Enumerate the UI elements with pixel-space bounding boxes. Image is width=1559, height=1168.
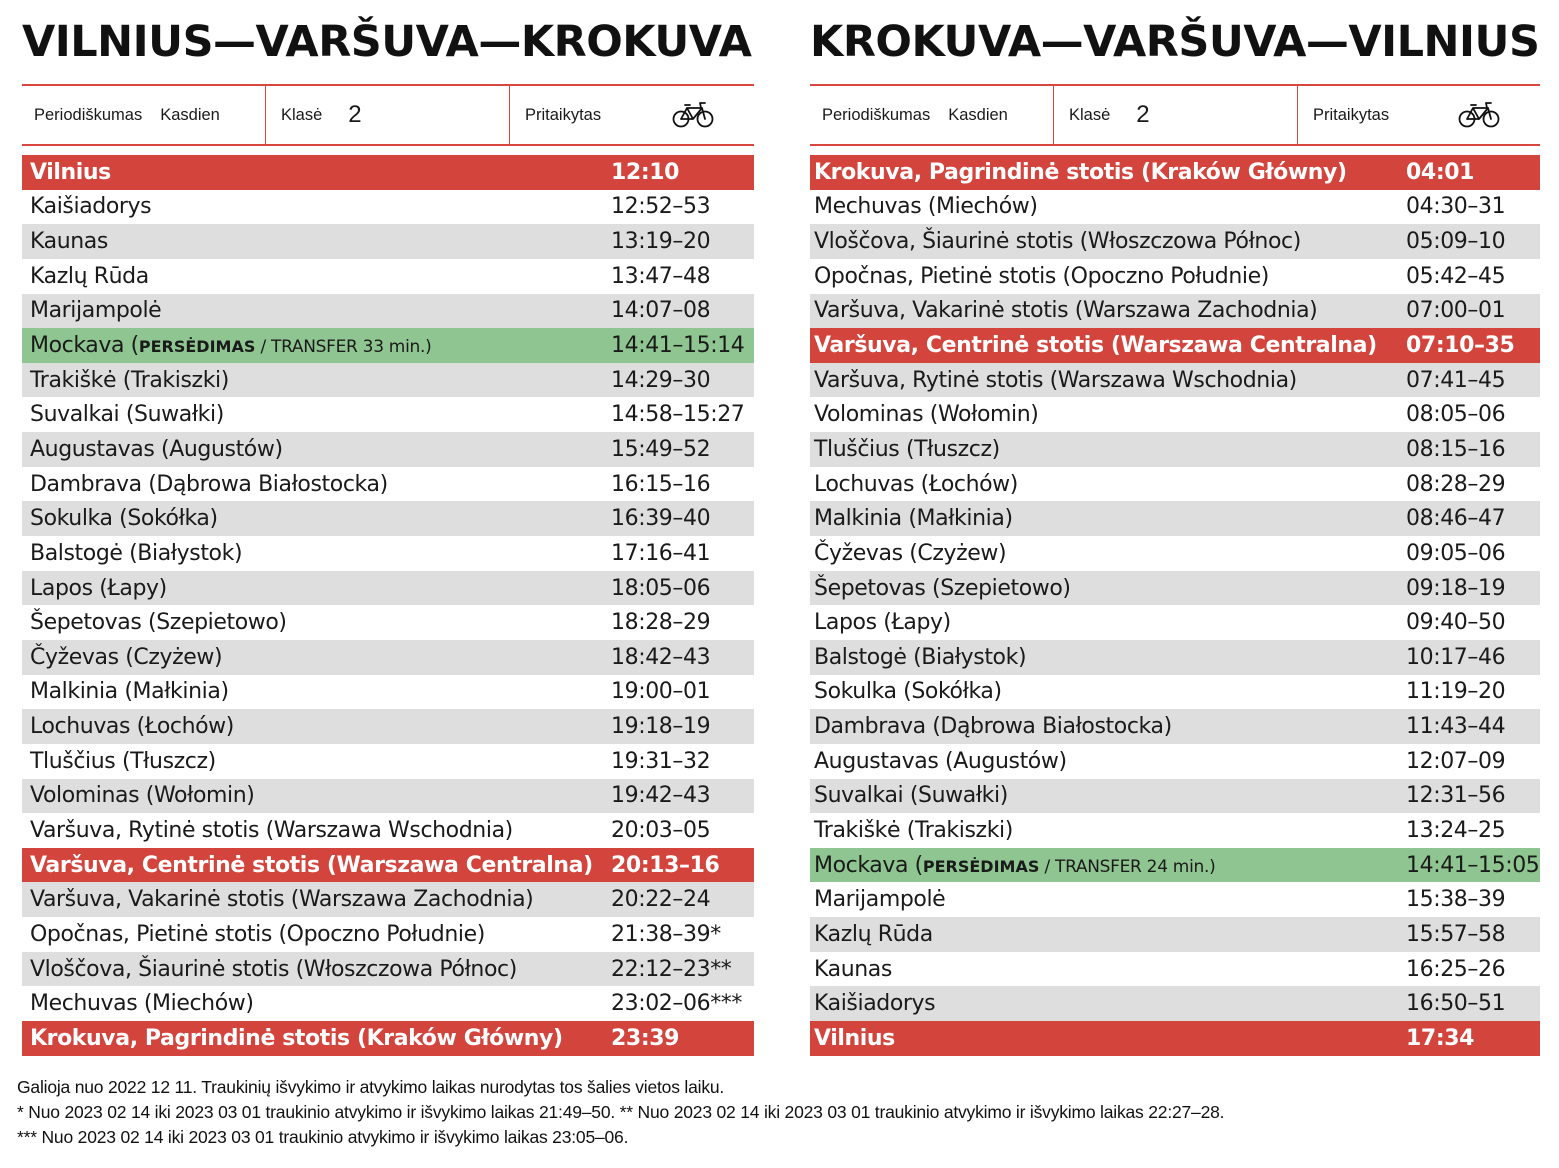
station-row xyxy=(22,709,754,744)
class-value: 2 xyxy=(1136,101,1150,128)
station-name xyxy=(30,853,593,878)
station-time: 20:03–05 xyxy=(611,817,711,843)
station-name xyxy=(30,437,283,462)
station-name xyxy=(814,541,1006,566)
station-time: 14:07–08 xyxy=(611,298,711,324)
station-name xyxy=(814,333,1377,358)
station-row xyxy=(22,224,754,259)
station-time: 18:28–29 xyxy=(611,610,711,636)
station-label: Trakiškė (Trakiszki) xyxy=(30,367,229,393)
station-name xyxy=(814,610,951,635)
station-name xyxy=(30,714,234,739)
station-time: 16:39–40 xyxy=(611,506,711,532)
station-name xyxy=(30,368,229,393)
station-label: Dambrava (Dąbrowa Białostocka) xyxy=(814,714,1172,740)
station-row xyxy=(22,536,754,571)
station-name xyxy=(814,714,1172,739)
station-row xyxy=(810,190,1540,225)
station-label: Sokulka (Sokółka) xyxy=(814,679,1002,705)
station-name xyxy=(30,1026,563,1051)
station-time: 17:16–41 xyxy=(611,540,711,566)
station-row xyxy=(22,467,754,502)
station-row xyxy=(810,779,1540,814)
bicycle-icon xyxy=(672,100,714,128)
station-label: Malkinia (Małkinia) xyxy=(814,506,1013,532)
station-label: Dambrava (Dąbrowa Białostocka) xyxy=(30,471,388,497)
station-time: 18:05–06 xyxy=(611,575,711,601)
transfer-label: PERSĖDIMAS xyxy=(922,856,1040,876)
station-label: Opočnas, Pietinė stotis (Opoczno Południe) xyxy=(814,263,1269,289)
station-time: 08:46–47 xyxy=(1406,506,1506,532)
station-row xyxy=(22,986,754,1021)
station-row-transfer xyxy=(810,848,1540,883)
adapted-cell xyxy=(510,86,754,144)
timetable-title: KROKUVA—VARŠUVA—VILNIUS xyxy=(810,17,1540,67)
station-row xyxy=(22,294,754,329)
station-name xyxy=(30,472,388,497)
station-label: Varšuva, Rytinė stotis (Warszawa Wschodnia) xyxy=(814,367,1297,393)
footnote-validity: Galioja nuo 2022 12 11. Traukinių išvykimo ir atvykimo laikas nurodytas tos šalies vietos laiku. xyxy=(17,1077,725,1097)
station-row xyxy=(810,744,1540,779)
station-label: Augustavas (Augustów) xyxy=(30,436,283,462)
station-name xyxy=(30,298,161,323)
station-time: 23:39 xyxy=(611,1025,680,1051)
station-time: 14:41–15:14 xyxy=(611,333,745,359)
periodicity-value: Kasdien xyxy=(160,105,220,124)
station-name xyxy=(30,645,222,670)
station-label: Vilnius xyxy=(814,1025,895,1051)
station-label: Mechuvas (Miechów) xyxy=(814,194,1038,220)
station-name xyxy=(814,957,892,982)
station-time: 20:22–24 xyxy=(611,887,711,913)
periodicity-cell xyxy=(810,86,1054,144)
station-name xyxy=(814,506,1013,531)
station-label: Varšuva, Rytinė stotis (Warszawa Wschodnia) xyxy=(30,817,513,843)
station-row xyxy=(810,917,1540,952)
station-row xyxy=(810,363,1540,398)
station-label: Marijampolė xyxy=(814,887,946,913)
station-row-major xyxy=(22,155,754,190)
station-name xyxy=(30,541,242,566)
adapted-label: Pritaikytas xyxy=(1313,105,1390,124)
timetable-rows xyxy=(22,155,754,1056)
station-row xyxy=(22,501,754,536)
station-time: 15:57–58 xyxy=(1406,921,1506,947)
footnote-3: *** Nuo 2023 02 14 iki 2023 03 01 traukinio atvykimo ir išvykimo laikas 23:05–06. xyxy=(17,1127,629,1147)
station-name xyxy=(814,160,1347,185)
station-time: 08:15–16 xyxy=(1406,436,1506,462)
footnotes xyxy=(17,1075,1224,1150)
station-time: 17:34 xyxy=(1406,1025,1475,1051)
station-name xyxy=(30,957,517,982)
adapted-cell xyxy=(1298,86,1540,144)
station-label: Lochuvas (Łochów) xyxy=(814,471,1018,497)
periodicity-cell xyxy=(22,86,266,144)
station-row xyxy=(810,952,1540,987)
station-label: Suvalkai (Suwałki) xyxy=(30,402,224,428)
station-row xyxy=(22,779,754,814)
station-label: Krokuva, Pagrindinė stotis (Kraków Główny) xyxy=(30,1025,563,1051)
station-row xyxy=(22,813,754,848)
station-name xyxy=(30,194,151,219)
station-row xyxy=(22,605,754,640)
station-row xyxy=(22,259,754,294)
station-time: 14:29–30 xyxy=(611,367,711,393)
adapted-label: Pritaikytas xyxy=(525,105,602,124)
station-name xyxy=(814,368,1297,393)
station-label: Augustavas (Augustów) xyxy=(814,748,1067,774)
station-time: 05:09–10 xyxy=(1406,229,1506,255)
station-name xyxy=(30,749,216,774)
station-row xyxy=(22,675,754,710)
station-row xyxy=(22,882,754,917)
station-label: Sokulka (Sokółka) xyxy=(30,506,218,532)
station-time: 07:10–35 xyxy=(1406,333,1515,359)
station-row xyxy=(810,397,1540,432)
station-label: Šepetovas (Szepietowo) xyxy=(814,575,1071,601)
station-name xyxy=(814,576,1071,601)
station-label: Varšuva, Centrinė stotis (Warszawa Centralna) xyxy=(30,852,593,878)
station-row xyxy=(810,882,1540,917)
station-time: 07:41–45 xyxy=(1406,367,1506,393)
station-row xyxy=(810,605,1540,640)
station-name xyxy=(814,472,1018,497)
station-label: Varšuva, Vakarinė stotis (Warszawa Zachodnia) xyxy=(30,887,534,913)
bicycle-icon xyxy=(1458,100,1500,128)
station-time: 12:07–09 xyxy=(1406,748,1506,774)
transfer-duration: / TRANSFER 24 min.) xyxy=(1039,856,1216,877)
station-label: Krokuva, Pagrindinė stotis (Kraków Główny) xyxy=(814,159,1347,185)
station-label: Tluščius (Tłuszcz) xyxy=(30,748,216,774)
station-label: Mechuvas (Miechów) xyxy=(30,991,254,1017)
station-row xyxy=(22,363,754,398)
station-row xyxy=(810,536,1540,571)
station-time: 15:49–52 xyxy=(611,436,711,462)
transfer-label: PERSĖDIMAS xyxy=(138,337,256,357)
station-time: 09:05–06 xyxy=(1406,540,1506,566)
info-bar xyxy=(810,84,1540,146)
station-row-major xyxy=(22,848,754,883)
station-name xyxy=(30,610,287,635)
station-name xyxy=(814,194,1038,219)
station-time: 12:52–53 xyxy=(611,194,711,220)
station-time: 08:28–29 xyxy=(1406,471,1506,497)
station-row xyxy=(810,813,1540,848)
station-label: Opočnas, Pietinė stotis (Opoczno Południe) xyxy=(30,921,485,947)
station-time: 21:38–39* xyxy=(611,921,721,947)
station-name xyxy=(814,298,1317,323)
station-row-major xyxy=(22,1021,754,1056)
station-time: 13:47–48 xyxy=(611,263,711,289)
station-row xyxy=(22,397,754,432)
station-label: Trakiškė (Trakiszki) xyxy=(814,817,1013,843)
station-name xyxy=(30,506,218,531)
station-time: 16:50–51 xyxy=(1406,991,1506,1017)
station-time: 19:31–32 xyxy=(611,748,711,774)
class-label: Klasė xyxy=(281,105,323,124)
station-label: Kaišiadorys xyxy=(30,194,152,220)
station-time: 09:40–50 xyxy=(1406,610,1506,636)
station-name xyxy=(30,229,108,254)
station-row xyxy=(810,294,1540,329)
station-label: Marijampolė xyxy=(30,298,162,324)
station-row xyxy=(810,709,1540,744)
station-time: 13:19–20 xyxy=(611,229,711,255)
station-label: Lochuvas (Łochów) xyxy=(30,714,234,740)
station-time: 22:12–23** xyxy=(611,956,732,982)
station-time: 19:00–01 xyxy=(611,679,711,705)
station-name xyxy=(814,818,1013,843)
station-label: Kaunas xyxy=(814,956,892,982)
station-label: Vloščova, Šiaurinė stotis (Włoszczowa Północ) xyxy=(814,229,1301,255)
station-name xyxy=(814,645,1026,670)
station-name xyxy=(30,679,229,704)
transfer-duration: / TRANSFER 33 min.) xyxy=(255,337,432,358)
class-value: 2 xyxy=(348,101,362,128)
station-name xyxy=(814,1026,895,1051)
station-time: 12:10 xyxy=(611,159,680,185)
station-time: 23:02–06*** xyxy=(611,991,742,1017)
class-cell xyxy=(1054,86,1298,144)
station-time: 16:25–26 xyxy=(1406,956,1506,982)
station-row xyxy=(810,467,1540,502)
station-name xyxy=(30,818,513,843)
footnote-1-2: * Nuo 2023 02 14 iki 2023 03 01 traukinio atvykimo ir išvykimo laikas 21:49–50. ** Nuo 2023 02 14 iki 2023 03 01 traukinio atvykimo ir išvykimo laikas 22:27–28. xyxy=(17,1102,1225,1122)
station-row xyxy=(22,952,754,987)
station-name xyxy=(814,749,1067,774)
station-label: Balstogė (Białystok) xyxy=(30,540,243,566)
station-name xyxy=(814,679,1002,704)
station-name xyxy=(30,576,167,601)
station-label: Balstogė (Białystok) xyxy=(814,644,1027,670)
periodicity-label: Periodiškumas xyxy=(34,105,143,124)
station-row xyxy=(810,571,1540,606)
station-name xyxy=(814,783,1008,808)
station-row xyxy=(810,501,1540,536)
station-time: 08:05–06 xyxy=(1406,402,1506,428)
station-label: Malkinia (Małkinia) xyxy=(30,679,229,705)
station-name xyxy=(814,402,1039,427)
station-label: Vilnius xyxy=(30,159,111,185)
station-label: Kazlų Rūda xyxy=(814,921,933,947)
station-row xyxy=(810,986,1540,1021)
station-label: Vloščova, Šiaurinė stotis (Włoszczowa Północ) xyxy=(30,956,517,982)
station-label: Čyževas (Czyżew) xyxy=(30,644,223,670)
station-label: Volominas (Wołomin) xyxy=(30,783,255,809)
timetable-rows xyxy=(810,155,1540,1056)
station-name xyxy=(30,991,254,1016)
class-cell xyxy=(266,86,510,144)
station-time: 18:42–43 xyxy=(611,644,711,670)
station-row-transfer xyxy=(22,328,754,363)
info-bar xyxy=(22,84,754,146)
station-label: Varšuva, Centrinė stotis (Warszawa Centralna) xyxy=(814,333,1377,359)
station-row xyxy=(810,432,1540,467)
periodicity-value: Kasdien xyxy=(948,105,1008,124)
station-time: 14:58–15:27 xyxy=(611,402,745,428)
station-row xyxy=(22,917,754,952)
periodicity-label: Periodiškumas xyxy=(822,105,931,124)
station-row-major xyxy=(810,328,1540,363)
station-label: Tluščius (Tłuszcz) xyxy=(814,436,1000,462)
station-time: 07:00–01 xyxy=(1406,298,1506,324)
station-label: Šepetovas (Szepietowo) xyxy=(30,610,287,636)
station-time: 13:24–25 xyxy=(1406,817,1506,843)
station-row xyxy=(810,224,1540,259)
station-time: 04:30–31 xyxy=(1406,194,1506,220)
station-row xyxy=(810,259,1540,294)
station-time: 15:38–39 xyxy=(1406,887,1506,913)
station-time: 16:15–16 xyxy=(611,471,711,497)
station-name xyxy=(814,229,1301,254)
station-row xyxy=(810,675,1540,710)
station-name xyxy=(30,264,149,289)
station-name xyxy=(30,402,224,427)
station-name xyxy=(814,264,1269,289)
station-time: 04:01 xyxy=(1406,159,1475,185)
station-time: 09:18–19 xyxy=(1406,575,1506,601)
station-label: Kazlų Rūda xyxy=(30,263,149,289)
station-row-major xyxy=(810,1021,1540,1056)
station-label: Mockava ( xyxy=(30,333,139,359)
station-label: Varšuva, Vakarinė stotis (Warszawa Zachodnia) xyxy=(814,298,1318,324)
timetable-title: VILNIUS—VARŠUVA—KROKUVA xyxy=(22,17,752,67)
station-name xyxy=(814,853,1215,878)
station-label: Kaišiadorys xyxy=(814,991,936,1017)
station-row xyxy=(22,744,754,779)
station-row xyxy=(810,640,1540,675)
station-row xyxy=(22,432,754,467)
station-label: Kaunas xyxy=(30,229,108,255)
station-label: Lapos (Łapy) xyxy=(814,610,951,636)
station-name xyxy=(30,922,485,947)
station-name xyxy=(814,991,935,1016)
station-label: Čyževas (Czyżew) xyxy=(814,540,1007,566)
station-time: 12:31–56 xyxy=(1406,783,1506,809)
station-label: Volominas (Wołomin) xyxy=(814,402,1039,428)
station-name xyxy=(30,783,255,808)
station-time: 19:18–19 xyxy=(611,714,711,740)
station-name xyxy=(30,160,111,185)
station-time: 11:19–20 xyxy=(1406,679,1506,705)
station-label: Mockava ( xyxy=(814,852,923,878)
station-row xyxy=(22,190,754,225)
station-name xyxy=(30,333,431,358)
station-name xyxy=(814,437,1000,462)
station-time: 14:41–15:05 xyxy=(1406,852,1540,878)
station-time: 05:42–45 xyxy=(1406,263,1506,289)
station-time: 11:43–44 xyxy=(1406,714,1506,740)
station-label: Suvalkai (Suwałki) xyxy=(814,783,1008,809)
station-row xyxy=(22,571,754,606)
station-name xyxy=(814,887,945,912)
station-name xyxy=(30,887,533,912)
station-time: 19:42–43 xyxy=(611,783,711,809)
class-label: Klasė xyxy=(1069,105,1111,124)
station-label: Lapos (Łapy) xyxy=(30,575,167,601)
station-time: 20:13–16 xyxy=(611,852,720,878)
station-name xyxy=(814,922,933,947)
station-row-major xyxy=(810,155,1540,190)
station-row xyxy=(22,640,754,675)
station-time: 10:17–46 xyxy=(1406,644,1506,670)
